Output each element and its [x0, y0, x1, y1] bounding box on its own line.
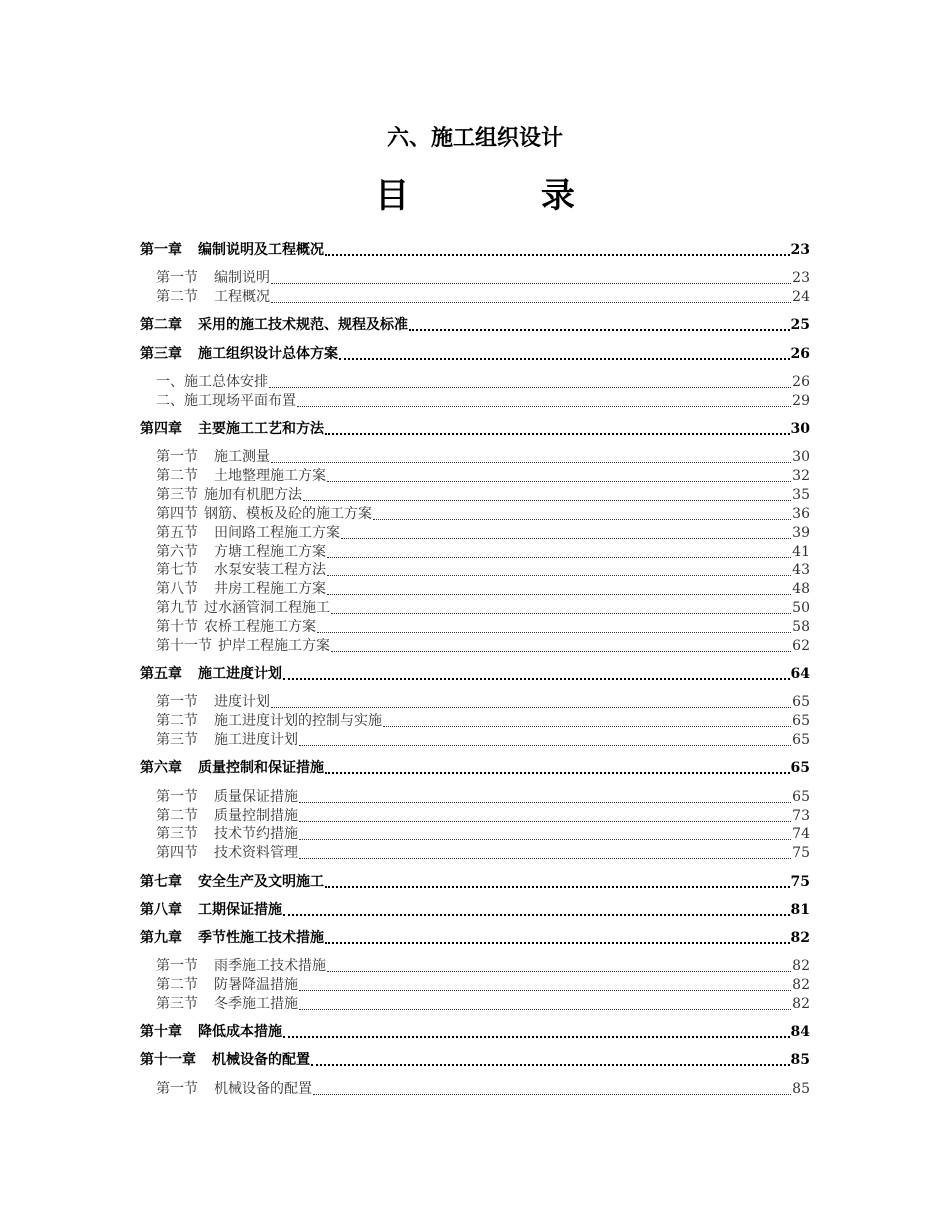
dot-leader — [373, 519, 791, 520]
toc-section-entry[interactable] — [140, 543, 810, 562]
dot-leader — [271, 462, 791, 463]
toc-page-number: 85 — [790, 1052, 810, 1069]
dot-leader — [331, 651, 791, 652]
toc-entry-label — [140, 1051, 310, 1070]
toc-entry-label — [140, 901, 282, 920]
toc-section-entry[interactable] — [140, 448, 810, 467]
toc-entry-label — [140, 288, 270, 307]
toc-entry-number: 第一节 — [156, 694, 198, 711]
toc-section-entry[interactable] — [140, 373, 810, 392]
toc-entry-label — [140, 241, 324, 260]
toc-entry-label — [140, 807, 298, 826]
dot-leader — [311, 1064, 790, 1066]
toc-page-number: 50 — [792, 600, 810, 617]
toc-page-number: 29 — [792, 392, 810, 409]
toc-page-number: 36 — [792, 505, 810, 522]
toc-entry-title: 雨季施工技术措施 — [214, 958, 326, 975]
toc-page-number: 81 — [790, 901, 810, 918]
toc-chapter-entry[interactable] — [140, 759, 810, 778]
toc-entry-title: 技术资料管理 — [214, 845, 298, 862]
toc-entry-title: 机械设备的配置 — [214, 1080, 312, 1097]
toc-section-entry[interactable] — [140, 995, 810, 1014]
toc-chapter-entry[interactable] — [140, 929, 810, 948]
toc-page-number: 62 — [792, 638, 810, 654]
toc-page-number: 43 — [792, 562, 810, 579]
toc-entry-label — [140, 976, 298, 995]
toc-entry-label — [140, 543, 326, 562]
toc-section-entry[interactable] — [140, 561, 810, 580]
toc-entry-title: 采用的施工技术规范、规程及标准 — [198, 317, 408, 334]
toc-page-number: 26 — [790, 345, 810, 362]
toc-page-number: 73 — [792, 807, 810, 824]
toc-page-number: 65 — [792, 694, 810, 711]
toc-entry-title: 进度计划 — [214, 694, 270, 711]
toc-section-entry[interactable] — [140, 486, 810, 505]
toc-section-entry[interactable] — [140, 524, 810, 543]
toc-page-number: 82 — [792, 977, 810, 993]
toc-entry-label — [140, 995, 298, 1014]
toc-entry-number: 第一节 — [156, 788, 198, 805]
dot-leader — [325, 886, 790, 888]
toc-page-number: 84 — [790, 1024, 810, 1041]
toc-entry-label — [140, 957, 326, 976]
toc-page-number: 32 — [792, 467, 810, 484]
toc-entry-title: 田间路工程施工方案 — [214, 524, 340, 541]
toc-section-entry[interactable] — [140, 825, 810, 844]
toc-section-entry[interactable] — [140, 1080, 810, 1099]
toc-entry-label — [140, 618, 316, 637]
toc-entry-title: 钢筋、模板及砼的施工方案 — [204, 505, 372, 522]
toc-entry-label — [140, 693, 270, 712]
dot-leader — [313, 1094, 791, 1095]
toc-entry-title: 冬季施工措施 — [214, 995, 298, 1012]
toc-page-number: 23 — [792, 270, 810, 287]
dot-leader — [299, 1009, 791, 1010]
toc-page-number: 65 — [790, 760, 810, 777]
toc-entry-label — [140, 486, 302, 505]
toc-entry-title: 水泵安装工程方法 — [214, 562, 326, 579]
toc-entry-title: 施工组织设计总体方案 — [198, 345, 338, 362]
toc-page-number: 48 — [792, 581, 810, 598]
toc-section-entry[interactable] — [140, 580, 810, 599]
toc-page-number: 74 — [792, 826, 810, 843]
toc-entry-title: 质量控制和保证措施 — [198, 760, 324, 777]
toc-page-number: 85 — [792, 1080, 810, 1097]
toc-entry-number: 第四节 — [156, 845, 198, 862]
toc-entry-title: 工期保证措施 — [198, 901, 282, 918]
toc-entry-title: 降低成本措施 — [198, 1024, 282, 1041]
toc-page-number: 58 — [792, 619, 810, 636]
toc-entry-label — [140, 599, 330, 618]
toc-entry-title: 质量控制措施 — [214, 807, 298, 824]
toc-page-number: 64 — [790, 666, 810, 683]
toc-entry-title: 质量保证措施 — [214, 788, 298, 805]
dot-leader — [327, 481, 791, 482]
dot-leader — [299, 858, 791, 859]
toc-page-number: 65 — [792, 732, 810, 749]
toc-section-entry[interactable] — [140, 807, 810, 826]
dot-leader — [325, 254, 790, 256]
toc-entry-number: 第十章 — [140, 1024, 182, 1041]
toc-chapter-entry[interactable] — [140, 901, 810, 920]
dot-leader — [341, 538, 791, 539]
toc-entry-label — [140, 345, 338, 364]
toc-entry-label — [140, 759, 324, 778]
dot-leader — [327, 557, 791, 558]
toc-entry-number: 第三节 — [156, 995, 198, 1012]
toc-page-number: 30 — [790, 420, 810, 437]
toc-entry-label — [140, 844, 298, 863]
toc-entry-title: 施工测量 — [214, 449, 270, 465]
toc-section-entry[interactable] — [140, 712, 810, 731]
toc-heading: 目 录 — [375, 176, 635, 216]
toc-entry-number: 第三节 — [156, 732, 198, 749]
toc-entry-title: 施工进度计划的控制与实施 — [214, 713, 382, 730]
toc-entry-title: 主要施工工艺和方法 — [198, 420, 324, 437]
toc-section-entry[interactable] — [140, 788, 810, 807]
toc-entry-title: 机械设备的配置 — [212, 1052, 310, 1069]
toc-entry-label — [140, 269, 270, 288]
toc-page-number: 65 — [792, 788, 810, 805]
toc-entry-label — [140, 561, 326, 580]
toc-entry-label — [140, 373, 268, 392]
toc-section-entry[interactable] — [140, 392, 810, 411]
toc-entry-label — [140, 665, 282, 684]
toc-entry-number: 第六章 — [140, 760, 182, 777]
toc-chapter-entry[interactable] — [140, 345, 810, 364]
toc-chapter-entry[interactable] — [140, 665, 810, 684]
toc-entry-number: 第十一节 — [156, 638, 212, 654]
toc-entry-title: 安全生产及文明施工 — [198, 873, 324, 890]
toc-section-entry[interactable] — [140, 957, 810, 976]
toc-chapter-entry[interactable] — [140, 1023, 810, 1042]
dot-leader — [297, 406, 791, 407]
dot-leader — [325, 772, 790, 774]
toc-entry-number: 第二节 — [156, 713, 198, 730]
toc-entry-title: 二、施工现场平面布置 — [156, 392, 296, 409]
toc-section-entry[interactable] — [140, 618, 810, 637]
toc-entry-number: 第五节 — [156, 524, 198, 541]
toc-entry-number: 第七节 — [156, 562, 198, 579]
dot-leader — [327, 594, 791, 595]
toc-entry-number: 第九节 — [156, 600, 198, 617]
dot-leader — [269, 387, 791, 388]
toc-entry-title: 编制说明及工程概况 — [198, 242, 324, 258]
toc-page-number: 25 — [790, 317, 810, 334]
toc-entry-title: 施工进度计划 — [214, 732, 298, 749]
toc-section-entry[interactable] — [140, 637, 810, 656]
toc-page-number: 39 — [792, 524, 810, 541]
toc-entry-title: 一、施工总体安排 — [156, 373, 268, 390]
dot-leader — [325, 942, 790, 944]
dot-leader — [299, 990, 791, 991]
toc-page-number: 26 — [792, 373, 810, 390]
toc-page-number: 30 — [792, 449, 810, 465]
toc-entry-number: 第二节 — [156, 289, 198, 306]
toc-chapter-entry[interactable] — [140, 241, 810, 260]
toc-page-number: 82 — [792, 958, 810, 975]
toc-entry-label — [140, 392, 296, 411]
document-title: 六、施工组织设计 — [386, 125, 563, 151]
toc-page-number: 75 — [792, 845, 810, 862]
toc-chapter-entry[interactable] — [140, 316, 810, 335]
toc-page-number: 35 — [792, 486, 810, 503]
toc-entry-title: 防暑降温措施 — [214, 977, 298, 993]
dot-leader — [299, 745, 791, 746]
toc-page-number: 65 — [792, 713, 810, 730]
toc-entry-number: 第一节 — [156, 270, 198, 287]
toc-entry-title: 施加有机肥方法 — [204, 486, 302, 503]
toc-entry-label — [140, 420, 324, 439]
toc-entry-title: 编制说明 — [214, 270, 270, 287]
toc-entry-label — [140, 731, 298, 750]
toc-page-number: 82 — [792, 995, 810, 1012]
dot-leader — [299, 839, 791, 840]
toc-entry-number: 第二节 — [156, 977, 198, 993]
toc-entry-number: 第一节 — [156, 1080, 198, 1097]
toc-section-entry[interactable] — [140, 599, 810, 618]
toc-entry-number: 第一章 — [140, 242, 182, 258]
toc-entry-number: 第十节 — [156, 619, 198, 636]
toc-entry-number: 第六节 — [156, 543, 198, 560]
toc-entry-number: 第八节 — [156, 581, 198, 598]
toc-entry-title: 技术节约措施 — [214, 826, 298, 843]
toc-page-number: 41 — [792, 543, 810, 560]
toc-entry-title: 方塘工程施工方案 — [214, 543, 326, 560]
dot-leader — [331, 613, 791, 614]
dot-leader — [339, 358, 790, 360]
toc-page-number: 82 — [790, 929, 810, 946]
toc-entry-number: 第四节 — [156, 505, 198, 522]
toc-chapter-entry[interactable] — [140, 873, 810, 892]
toc-section-entry[interactable] — [140, 693, 810, 712]
toc-entry-label — [140, 788, 298, 807]
toc-entry-number: 第八章 — [140, 901, 182, 918]
toc-entry-number: 第四章 — [140, 420, 182, 437]
toc-entry-label — [140, 1023, 282, 1042]
toc-entry-number: 第三章 — [140, 345, 182, 362]
toc-chapter-entry[interactable] — [140, 420, 810, 439]
dot-leader — [283, 914, 790, 916]
toc-section-entry[interactable] — [140, 467, 810, 486]
dot-leader — [325, 433, 790, 435]
toc-section-entry[interactable] — [140, 976, 810, 995]
toc-entry-title: 农桥工程施工方案 — [204, 619, 316, 636]
toc-chapter-entry[interactable] — [140, 1051, 810, 1070]
dot-leader — [303, 500, 791, 501]
toc-entry-title: 施工进度计划 — [198, 666, 282, 683]
toc-entry-number: 第二章 — [140, 317, 182, 334]
toc-entry-label — [140, 524, 340, 543]
toc-entry-number: 第三节 — [156, 826, 198, 843]
toc-entry-label — [140, 580, 326, 599]
toc-page-number: 24 — [792, 289, 810, 306]
dot-leader — [409, 329, 790, 331]
toc-entry-title: 井房工程施工方案 — [214, 581, 326, 598]
toc-entry-number: 第二节 — [156, 467, 198, 484]
toc-entry-number: 第一节 — [156, 958, 198, 975]
toc-entry-label — [140, 712, 382, 731]
toc-entry-number: 第三节 — [156, 486, 198, 503]
dot-leader — [271, 302, 791, 303]
toc-entry-label — [140, 467, 326, 486]
toc-page-number: 75 — [790, 873, 810, 890]
dot-leader — [299, 802, 791, 803]
toc-page-number: 23 — [790, 242, 810, 258]
toc-entry-number: 第五章 — [140, 666, 182, 683]
dot-leader — [271, 707, 791, 708]
toc-entry-label — [140, 505, 372, 524]
toc-entry-title: 工程概况 — [214, 289, 270, 306]
toc-entry-label — [140, 825, 298, 844]
toc-section-entry[interactable] — [140, 505, 810, 524]
toc-section-entry[interactable] — [140, 269, 810, 288]
toc-entry-title: 土地整理施工方案 — [214, 467, 326, 484]
toc-entry-label — [140, 448, 270, 467]
toc-entry-label — [140, 929, 324, 948]
toc-entry-title: 护岸工程施工方案 — [218, 638, 330, 654]
toc-section-entry[interactable] — [140, 731, 810, 750]
toc-entry-label — [140, 873, 324, 892]
dot-leader — [317, 632, 791, 633]
dot-leader — [383, 726, 791, 727]
dot-leader — [299, 821, 791, 822]
toc-section-entry[interactable] — [140, 844, 810, 863]
toc-entry-label — [140, 316, 408, 335]
toc-entry-title: 季节性施工技术措施 — [198, 929, 324, 946]
dot-leader — [271, 283, 791, 284]
dot-leader — [283, 678, 790, 680]
dot-leader — [283, 1036, 790, 1038]
toc-entry-number: 第二节 — [156, 807, 198, 824]
toc-entry-label — [140, 1080, 312, 1099]
toc-entry-number: 第七章 — [140, 873, 182, 890]
toc-entry-label — [140, 637, 330, 656]
dot-leader — [327, 575, 791, 576]
toc-entry-number: 第十一章 — [140, 1052, 196, 1069]
dot-leader — [327, 971, 791, 972]
toc-entry-number: 第一节 — [156, 449, 198, 465]
toc-section-entry[interactable] — [140, 288, 810, 307]
toc-entry-title: 过水涵管洞工程施工 — [204, 600, 330, 617]
toc-entry-number: 第九章 — [140, 929, 182, 946]
